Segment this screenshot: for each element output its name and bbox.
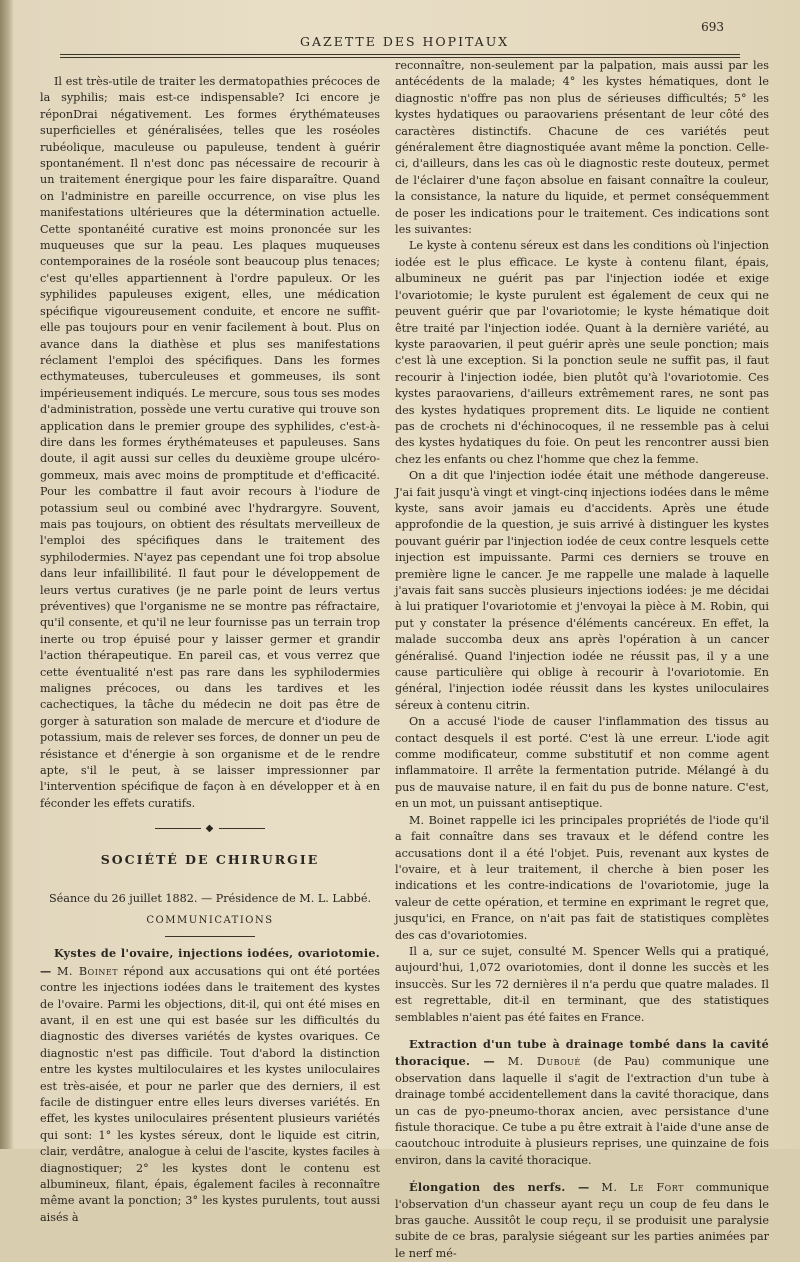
left-column: [40, 74, 380, 1224]
paragraph-boinet-proprietes: M. Boinet rappelle ici les principales propriétés de l'iode qu'il a fait connaître dans ses travaux et le défend contre les accusations dont il a été l'objet. Puis, revenant aux kystes de l'ovaire, et à leur traitement, il cherche à bien poser les indications et les contre-indications de l'ovariotomie, juge la valeur de cette opération, et termine en exprimant le regret que, jusqu'ici, en France, on n'ait pas fait de statistiques complètes des cas d'ovariotomies.: [395, 813, 769, 942]
paragraph-injection-iodee: On a dit que l'injection iodée était une méthode dangereuse. J'ai fait jusqu'à vingt et vingt-cinq injections iodées dans le même kyste, sans avoir jamais eu d'accidents. Après une étude approfondie de la question, je suis arrivé à distinguer les kystes pouvant guérir par l'injection iodée de ceux contre lesquels cette injection est impuissante. Parmi ces derniers se trouve en première ligne le cancer. Je me rappelle une malade à laquelle j'avais fait sans succès plusieurs injections iodées: je me décidai à lui pratiquer l'ovariotomie et j'envoyai la pièce à M. Robin, qui put y constater la présence d'éléments cancéreux. En effet, la malade succomba deux ans après l'opération à un cancer généralisé. Quand l'injection iodée ne réussit pas, il y a une cause particulière qui oblige à recourir à l'ovariotomie. En général, l'injection iodée réussit dans les kystes uniloculaires séreux à contenu citrin.: [395, 469, 769, 712]
article-nerfs: [395, 1179, 769, 1262]
article-kystes-text: répond aux accusations qui ont été portées contre les injections iodées dans le traitement des kystes de l'ovaire. Parmi les objections, dit-il, qui ont été mises en avant, il en est une qui est basée sur les difficultés du diagnostic des diverses variétés de kystes ovariques. Ce diagnostic n'est pas difficile. Tout d'abord la distinction entre les kystes multiloculaires et les kystes uniloculaires est très-aisée, et pour ne parler que des derniers, il est facile de distinguer entre elles leurs diverses variétés. En effet, les kystes uniloculaires présentent plusieurs variétés qui sont: 1° les kystes séreux, dont le liquide est citrin, clair, verdâtre, analogue à celui de l'ascite, kystes faciles à diagnostiquer; 2° les kystes dont le contenu est albumineux, filant, épais, également faciles à reconnaître même avant la ponction; 3° les kystes purulents, tout aussi aisés à: [40, 964, 380, 1224]
article-nerfs-heading: Élongation des nerfs. —: [409, 1180, 590, 1195]
section-title: SOCIÉTÉ DE CHIRURGIE: [100, 851, 320, 867]
article-kystes-heading: Kystes de l'ovaire, injections iodées, ovariotomie. —: [40, 946, 380, 978]
article-drainage-author: M. Duboué: [507, 1055, 581, 1069]
ornament-diamond: ◆: [205, 823, 215, 835]
article-nerfs-author: M. Le Fort: [601, 1181, 684, 1195]
ornament-line-left: [155, 828, 201, 829]
article-kystes-author: M. Boinet: [56, 964, 119, 978]
paragraph-spencer-wells: Il a, sur ce sujet, consulté M. Spencer Wells qui a pratiqué, aujourd'hui, 1,072 ovariotomies, dont il donne les succès et les insuccès. Sur les 72 dernières il n'a perdu que quatre malades. Il est regrettable, dit-il en terminant, que des statistiques semblables n'aient pas été faites en France.: [395, 944, 769, 1024]
subsection-title: COMMUNICATIONS: [146, 914, 274, 926]
subsection-rule: [165, 936, 255, 937]
paragraph-indications: Le kyste à contenu séreux est dans les conditions où l'injection iodée est le plus efficace. Le kyste à contenu filant, épais, albumineux ne guérit pas par l'injection iodée et exige l'ovariotomie; le kyste purulent est également de ceux qui ne peuvent guérir que par l'ovariotomie; le kyste hématique doit être traité par l'injection iodée. Quant à la dernière variété, au kyste paraovarien, il peut guérir après une seule ponction; mais c'est là une exception. Si la ponction seule ne suffit pas, il faut recourir à l'injection iodée, bien plutôt qu'à l'ovariotomie. Ces kystes paraovariens, d'ailleurs extrêmement rares, ne sont pas des kystes hydatiques proprement dits. Le liquide ne contient pas de crochets ni d'échinocoques, il ne ressemble pas à celui des kystes hydatiques du foie. On peut les rencontrer aussi bien chez les enfants ou chez l'homme que chez la femme.: [395, 239, 769, 466]
article-nerfs-text: communique l'observation d'un chasseur ayant reçu un coup de feu dans le bras gauche. Aussitôt le coup reçu, il se produisit une paralysie subite de ce bras, paralysie siégeant sur les parties animées par le nerf mé-: [395, 1181, 769, 1260]
spacer: [395, 1026, 769, 1036]
running-title: GAZETTE DES HOPITAUX: [300, 34, 510, 49]
article-drainage: [395, 1036, 769, 1169]
seance-line: Séance du 26 juillet 1882. — Présidence de M. L. Labbé.: [48, 892, 372, 906]
section-ornament: [40, 822, 380, 837]
right-column: [395, 58, 769, 1260]
paragraph-kystes-continued: reconnaître, non-seulement par la palpation, mais aussi par les antécédents de la malade; 4° les kystes hématiques, dont le diagnostic n'offre pas non plus de sérieuses difficultés; 5° les kystes hydatiques ou paraovariens présentant de leur côté des caractères distinctifs. Chacune de ces variétés peut généralement être diagnostiquée avant même la ponction. Celle-ci, d'ailleurs, dans les cas où le diagnostic reste douteux, permet de l'éclairer d'une façon absolue en faisant connaître la couleur, la consistance, la nature du liquide, et permet conséquemment de poser les indications pour le traitement. Ces indications sont les suivantes:: [395, 59, 769, 237]
paragraph-iode-inflammation: On a accusé l'iode de causer l'inflammation des tissus au contact desquels il est porté. C'est là une erreur. L'iode agit comme modificateur, comme substitutif et non comme agent inflammatoire. Il arrête la fermentation putride. Mélangé à du pus de mauvaise nature, il en fait du pus de bonne nature. C'est, en un mot, un puissant antiseptique.: [395, 715, 769, 811]
ornament-line-right: [219, 828, 265, 829]
paragraph-syphilis-treatment: Il est très-utile de traiter les dermatopathies précoces de la syphilis; mais est-ce indispensable? Ici encore je réponDrai négativement. Les formes érythémateuses superficielles et généralisées, telles que les roséoles rubéolique, maculeuse ou papuleuse, tendent à guérir spontanément. Il n'est donc pas nécessaire de recourir à un traitement énergique pour les faire disparaître. Quand on l'administre en pareille occurrence, on vise plus les manifestations ultérieures que la détermination actuelle. Cette spontanéité curative est moins prononcée sur les muqueuses que sur la peau. Les plaques muqueuses contemporaines de la roséole sont beaucoup plus tenaces; c'est qu'elles appartiennent à l'ordre papuleux. Or les syphilides papuleuses exigent, elles, une médication spécifique vigoureusement conduite, et encore ne suffit-elle pas toujours pour en venir facilement à bout. Plus on avance dans la diathèse et plus ses manifestations réclament l'emploi des spécifiques. Dans les formes ecthymateuses, tuberculeuses et gommeuses, ils sont impérieusement indiqués. Le mercure, sous tous ses modes d'administration, possède une vertu curative qui trouve son application dans le premier groupe des syphilides, c'est-à-dire dans les formes érythémateuses et papuleuses. Sans doute, il agit aussi sur celles du deuxième groupe ulcéro-gommeux, mais avec moins de promptitude et d'efficacité. Pour les combattre il faut avoir recours à l'iodure de potassium seul ou combiné avec l'hydrargyre. Souvent, mais pas toujours, on obtient des résultats merveilleux de l'emploi des spécifiques dans le traitement des syphilodermies. N'ayez pas cependant une foi trop absolue dans leur infaillibilité. Il faut pour le développement de leurs vertus curatives (je ne parle point de leurs vertus préventives) que l'organisme ne se montre pas réfractaire, qu'il consente, et qu'il ne leur fournisse pas un terrain trop inerte ou trop épuisé pour y laisser germer et grandir l'action thérapeutique. En pareil cas, et vous verrez que cette éventualité n'est pas rare dans les syphilodermies malignes précoces, ou dans les tardives et les cachectiques, la tâche du médecin ne doit pas être de gorger à saturation son malade de mercure et d'iodure de potassium, mais de relever ses forces, de donner un peu de résistance et d'énergie à son organisme et de le rendre apte, s'il le peut, à se laisser impressionner par l'intervention spécifique de façon à en développer et à en féconder les effets curatifs.: [40, 75, 380, 810]
article-drainage-heading: Extraction d'un tube à drainage tombé dans la cavité thoracique. —: [395, 1036, 769, 1069]
spacer: [395, 1169, 769, 1179]
article-drainage-text: (de Pau) communique une observation dans laquelle il s'agit de l'extraction d'un tube à drainage tombé accidentellement dans la cavité thoracique, dans un cas de pyo-pneumo-thorax ancien, avec persistance d'une fistule thoracique. Ce tube a pu être extrait à l'aide d'une anse de caoutchouc introduite à plusieurs reprises, une quinzaine de fois environ, dans la cavité thoracique.: [395, 1055, 769, 1167]
article-kystes: [40, 945, 380, 1226]
book-spine-shadow: [0, 0, 14, 1149]
page-number: 693: [701, 20, 724, 34]
